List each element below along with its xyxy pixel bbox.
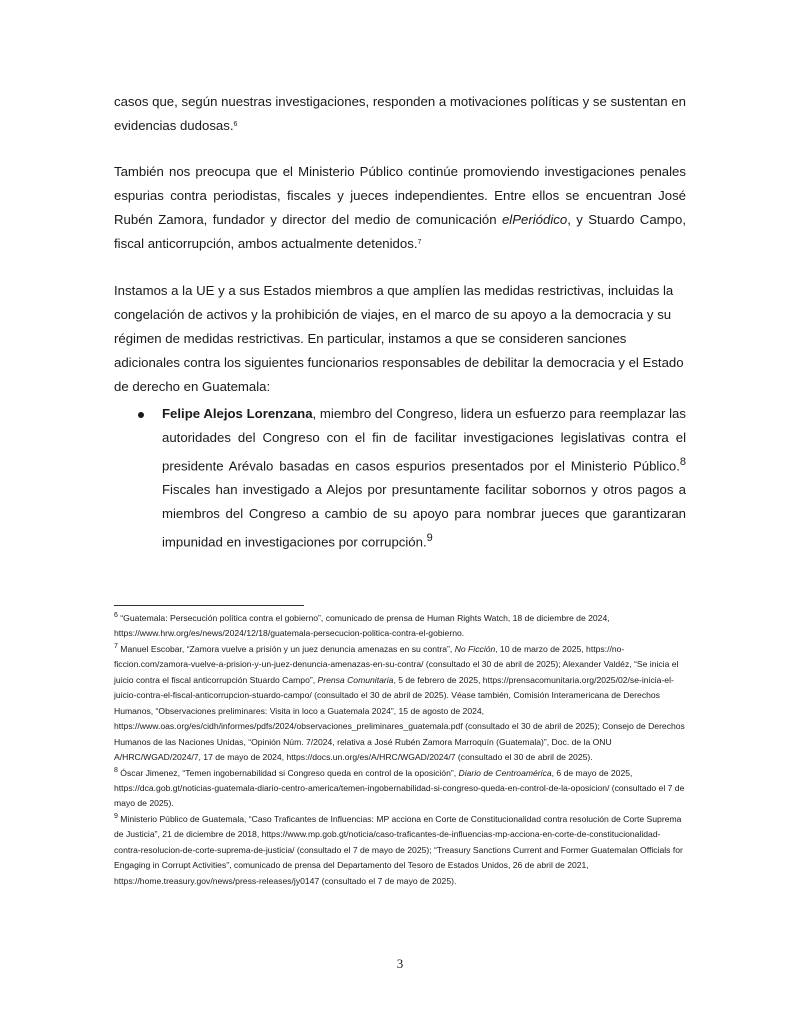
paragraph-1-text: casos que, según nuestras investigaciones, responden a motivaciones políticas y se sustentan en evidencias dudosas. bbox=[114, 94, 686, 133]
paragraph-2-text-end: , y Stuardo Campo, fiscal anticorrupción, ambos actualmente detenidos. bbox=[114, 212, 686, 251]
footnote-ref-6: 6 bbox=[233, 121, 238, 129]
footnote-6 bbox=[114, 611, 686, 642]
footnote-divider bbox=[114, 605, 304, 606]
footnote-8-source: Diario de Centroamérica bbox=[458, 767, 552, 778]
footnote-8-text-b: , 6 de mayo de 2025, https://dca.gob.gt/noticias-guatemala-diario-centro-america/temen-ingobernabilidad-si-congreso-queda-en-control-de-la-oposicion/ (consultado el 7 de mayo de 2025). bbox=[114, 767, 685, 809]
paragraph-3 bbox=[114, 279, 686, 399]
footnote-9 bbox=[114, 812, 686, 889]
footnote-8 bbox=[114, 766, 686, 812]
publication-name: elPeriódico bbox=[501, 212, 568, 227]
footnote-7 bbox=[114, 642, 686, 766]
paragraph-2 bbox=[114, 160, 686, 256]
footnote-7-source-1: No Ficción bbox=[454, 643, 496, 654]
footnote-7-text-b: , 10 de marzo de 2025, https://no-ficcion.com/zamora-vuelve-a-prision-y-un-juez-denuncia-amenazas-en-su-contra/ (consultado el 30 de abril de 2025); Alexander Valdéz, “Se inicia el juicio contra el fiscal anticorrupción Stuardo Campo”, bbox=[114, 643, 679, 685]
page-number: 3 bbox=[396, 956, 404, 971]
footnote-6-text: “Guatemala: Persecución política contra el gobierno”, comunicado de prensa de Human Rights Watch, 18 de diciembre de 2024, https://www.hrw.org/es/news/2024/12/18/guatemala-persecucion-politica-contra-el-gobierno. bbox=[114, 613, 610, 639]
footnote-ref-8: 8 bbox=[679, 456, 686, 468]
footnotes bbox=[114, 611, 686, 889]
footnote-ref-9: 9 bbox=[426, 532, 433, 545]
footnote-7-source-2: Prensa Comunitaria bbox=[317, 674, 394, 685]
footnote-8-text-a: Óscar Jimenez, “Temen ingobernabilidad si Congreso queda en control de la oposición”, bbox=[117, 767, 459, 778]
bullet-text-2: Fiscales han investigado a Alejos por presuntamente facilitar sobornos y otros pagos a miembros del Congreso a cambio de su apoyo para nombrar jueces que garantizaran impunidad en investigaciones por corrupción. bbox=[162, 482, 686, 550]
footnote-number: 6 bbox=[114, 612, 118, 620]
footnote-number: 8 bbox=[114, 766, 118, 774]
bullet-point-icon bbox=[138, 412, 144, 418]
footnote-ref-7: 7 bbox=[417, 239, 422, 247]
bullet-item bbox=[162, 402, 686, 555]
paragraph-1 bbox=[114, 90, 686, 138]
footnote-7-text-c: , 5 de febrero de 2025, https://prensacomunitaria.org/2025/02/se-inicia-el-juicio-contra-el-fiscal-anticorrupcion-stuardo-campo/ (consultado el 30 de abril de 2025). Véase también, Comisión Interamericana de Derechos Humanos, “Observaciones preliminares: Visita in loco a Guatemala 2024”, 15 de agosto de 2024, https://www.oas.org/es/cidh/informes/pdfs/2024/observaciones_preliminares_guatemala.pdf (consultado el 30 de abril de 2025); Consejo de Derechos Humanos de las Naciones Unidas, “Opinión Núm. 7/2024, relativa a José Rubén Zamora Marroquín (Guatemala)”, Doc. de la ONU A/HRC/WGAD/2024/7, 17 de mayo de 2024, https://docs.un.org/es/A/HRC/WGAD/2024/7 (consultado el 30 de abril de 2025). bbox=[114, 674, 685, 763]
official-name: Felipe Alejos Lorenzana bbox=[162, 406, 313, 421]
footnote-9-text: Ministerio Público de Guatemala, “Caso Traficantes de Influencias: MP acciona en Corte de Constitucionalidad contra resolución de Corte Suprema de Justicia”, 21 de diciembre de 2018, https://www.mp.gob.gt/noticia/caso-traficantes-de-influencias-mp-acciona-en-corte-de-constitucionalidad-contra-resolucion-de-corte-suprema-de-justicia/ (consultado el 7 de mayo de 2025); “Treasury Sanctions Current and Former Guatemalan Officials for Engaging in Corrupt Activities”, comunicado de prensa del Departamento del Tesoro de Estados Unidos, 26 de abril de 2021, https://home.treasury.gov/news/press-releases/jy0147 (consultado el 7 de mayo de 2025). bbox=[114, 813, 683, 886]
paragraph-2-text: También nos preocupa que el Ministerio Público continúe promoviendo investigaciones penales espurias contra periodistas, fiscales y jueces independientes. Entre ellos se encuentran José Rubén Zamora, fundador y director del medio de comunicación bbox=[114, 164, 686, 227]
footnote-7-text-a: Manuel Escobar, “Zamora vuelve a prisión y un juez denuncia amenazas en su contra”, bbox=[117, 643, 455, 654]
footnote-number: 7 bbox=[114, 643, 118, 651]
paragraph-3-text: Instamos a la UE y a sus Estados miembros a que amplíen las medidas restrictivas, incluidas la congelación de activos y la prohibición de viajes, en el marco de su apoyo a la democracia y su régimen de medidas restrictivas. En particular, instamos a que se consideren sanciones adicionales contra los siguientes funcionarios responsables de debilitar la democracia y el Estado de derecho en Guatemala: bbox=[114, 283, 684, 394]
footnote-number: 9 bbox=[114, 813, 118, 821]
bullet-text-1: , miembro del Congreso, lidera un esfuerzo para reemplazar las autoridades del Congreso con el fin de facilitar investigaciones legislativas contra el presidente Arévalo basadas en casos espurios presentados por el Ministerio Público. bbox=[162, 406, 686, 474]
